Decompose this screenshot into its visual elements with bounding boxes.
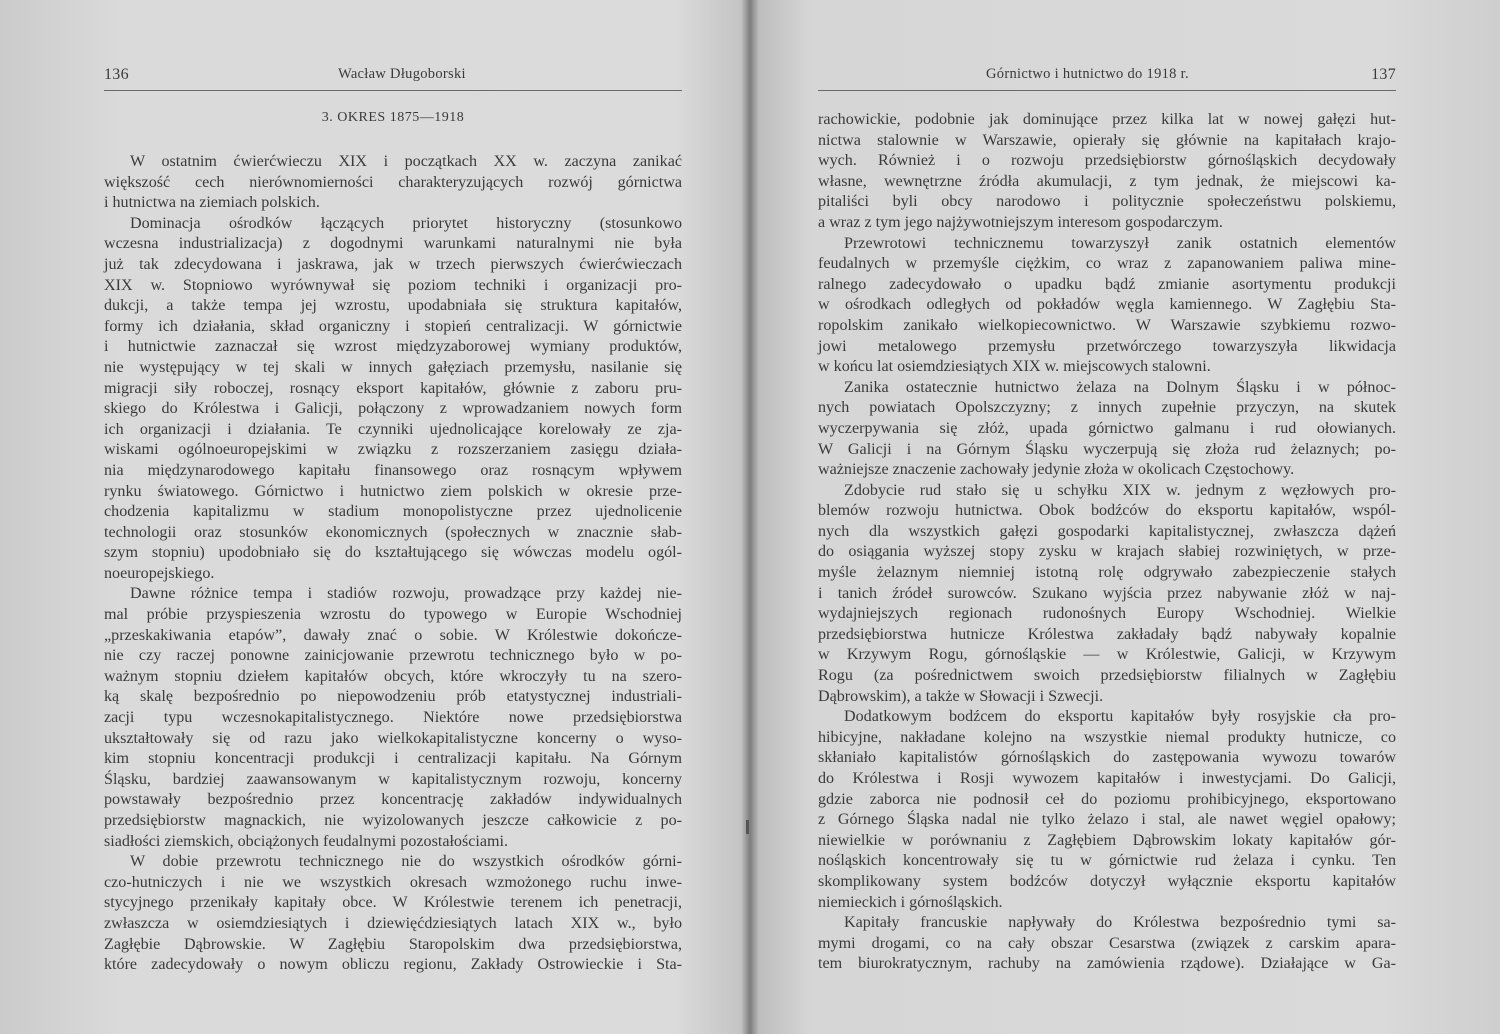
left-page bbox=[104, 0, 682, 1034]
text-line: jowi metalowego przemysłu przetwórczego towarzyszyła likwidacja bbox=[818, 337, 1396, 355]
text-line: zwłaszcza w osiemdziesiątych i dziewięćdziesiątych latach XIX w., było bbox=[104, 914, 682, 932]
text-line: siadłości ziemskich, obciążonych feudalnymi pozostałościami. bbox=[104, 832, 509, 850]
text-line: nictwa stalownie w Warszawie, opierały się głównie na kapitałach krajo- bbox=[818, 131, 1396, 149]
text-line: skomplikowany system bodźców dotyczył wyłącznie eksportu kapitałów bbox=[818, 872, 1396, 890]
text-line: blemów rozwoju hutnictwa. Obok bodźców do eksportu kapitałów, wspól- bbox=[818, 502, 1396, 520]
header-rule bbox=[104, 90, 682, 91]
running-head: Wacław Długoborski bbox=[338, 66, 466, 82]
text-line: ką skalę bezpośrednio po niepowodzeniu prób etatystycznej industriali- bbox=[104, 688, 682, 706]
text-line: do osiągania wyższej stopy zysku w krajach słabiej rozwiniętych, w prze- bbox=[818, 543, 1396, 561]
text-line: noeuropejskiego. bbox=[104, 564, 215, 582]
text-line: nie występujący w tej skali w innych gałęziach przemysłu, nasilanie się bbox=[104, 358, 682, 376]
text-line: nych powiatach Opolszczyzny; z innych zupełnie przyczyn, na skutek bbox=[818, 399, 1396, 417]
text-line: i tanich źródeł surowców. Szukano wyjścia przez nabywanie złóż w naj- bbox=[818, 584, 1396, 602]
body-text bbox=[104, 152, 682, 976]
text-line: dukcji, a także tempa jej wzrostu, upodabniała się struktura kapitałów, bbox=[104, 297, 682, 315]
text-line: tem biurokratycznym, rachuby na zamówienia rządowe). Działające w Ga- bbox=[818, 955, 1396, 973]
page-number: 136 bbox=[104, 66, 129, 83]
text-line: przedsiębiorstw magnackich, nie wyizolowanych jeszcze całkowicie z po- bbox=[104, 812, 682, 829]
text-line: i hutnictwie zaznaczał się wzrost międzyzaborowej wymiany produktów, bbox=[104, 338, 682, 356]
text-line: i hutnictwa na ziemiach polskich. bbox=[104, 194, 320, 212]
running-head: Górnictwo i hutnictwo do 1918 r. bbox=[986, 66, 1189, 82]
text-line: skłaniało kapitalistów górnośląskich do zastępowania wywozu towarów bbox=[818, 749, 1396, 767]
text-line: w Krzywym Rogu, górnośląskie — w Królestwie, Galicji, w Krzywym bbox=[818, 646, 1396, 664]
text-line: Zdobycie rud stało się u schyłku XIX w. jednym z węzłowych pro- bbox=[844, 481, 1396, 499]
header-rule bbox=[818, 90, 1396, 91]
text-line: szym stopniu) upodobniało się do kształtującego się wówczas modelu ogól- bbox=[104, 544, 682, 562]
text-line: nośląskich koncentrowały się tu w górnictwie rud żelaza i cynku. Ten bbox=[818, 852, 1396, 870]
text-line: wyczerpywania się złóż, upada górnictwo galmanu i rud ołowianych. bbox=[818, 419, 1396, 437]
text-line: chodzenia kapitalizmu w stadium monopolistyczne przez ujednolicenie bbox=[104, 503, 682, 521]
text-line: mymi drogami, co na cały obszar Cesarstwa (związek z carskim apara- bbox=[818, 934, 1396, 952]
text-line: formy ich działania, skład organiczny i stopień centralizacji. W górnictwie bbox=[104, 317, 682, 335]
text-line: a wraz z tym jego najżywotniejszym interesom gospodarczym. bbox=[818, 213, 1223, 231]
text-line: Zagłębie Dąbrowskie. W Zagłębiu Staropolskim dwa przedsiębiorstwa, bbox=[104, 935, 682, 953]
text-line: Zanika ostatecznie hutnictwo żelaza na Dolnym Śląsku i w północ- bbox=[844, 378, 1396, 396]
text-line: ropolskim zanikało wielkopiecownictwo. W Warszawie szybkiemu rozwo- bbox=[818, 316, 1396, 334]
text-line: Kapitały francuskie napływały do Królestwa bezpośrednio tymi sa- bbox=[844, 914, 1396, 932]
text-line: Dawne różnice tempa i stadiów rozwoju, prowadzące przy każdej nie- bbox=[130, 585, 682, 603]
text-line: pitaliści byli obcy narodowo i politycznie społeczeństwu polskiemu, bbox=[818, 193, 1396, 211]
text-line: feudalnych w przemyśle ciężkim, co wraz z zapanowaniem paliwa mine- bbox=[818, 255, 1396, 273]
text-line: powstawały bezpośrednio przez koncentrację zakładów indywidualnych bbox=[104, 791, 682, 809]
text-line: nie czy raczej ponowne zainicjowanie przewrotu technicznego było w po- bbox=[104, 647, 682, 665]
text-line: kim stopniu koncentracji produkcji i centralizacji kapitału. Na Górnym bbox=[104, 750, 682, 768]
text-line: przedsiębiorstwa hutnicze Królestwa zakładały bądź nabywały kopalnie bbox=[818, 625, 1396, 643]
text-line: mal próbie przyspieszenia wzrostu do typowego w Europie Wschodniej bbox=[104, 606, 682, 624]
text-line: skiego do Królestwa i Galicji, połączony z wprowadzaniem nowych form bbox=[104, 400, 682, 418]
text-line: Dominacja ośrodków łączących priorytet historyczny (stosunkowo bbox=[130, 214, 682, 232]
text-line: „przeskakiwania etapów”, dawały znać o sobie. W Królestwie dokończe- bbox=[104, 626, 682, 644]
text-line: migracji siły roboczej, rosnący eksport kapitałów, głównie z zaboru pru- bbox=[104, 379, 682, 397]
text-line: XIX w. Stopniowo wyrównywał się poziom techniki i organizacji pro- bbox=[104, 276, 682, 294]
text-line: do Królestwa i Rosji wywozem kapitałów i inwestycjami. Do Galicji, bbox=[818, 770, 1396, 787]
page-number: 137 bbox=[1371, 66, 1396, 83]
text-line: technologii oraz stosunków ekonomicznych (społecznych w znacznie słab- bbox=[104, 523, 682, 541]
text-line: Dąbrowskim), a także w Słowacji i Szwecji. bbox=[818, 687, 1104, 705]
right-page-header bbox=[818, 66, 1396, 86]
text-line: większość cech nierównomierności charakteryzujących rozwój górnictwa bbox=[104, 173, 682, 191]
text-line: nia międzynarodowego kapitału finansowego oraz rosnącym wpływem bbox=[104, 461, 682, 479]
text-line: ich organizacji i działania. Te czynniki ujednolicające korelowały ze zja- bbox=[104, 420, 682, 438]
text-line: myśle żelaznym niemniej istotną rolę odgrywało zabezpieczenie stałych bbox=[818, 564, 1396, 582]
text-line: hibicyjne, nakładane kolejno na wszystkie niemal produkty hutnicze, co bbox=[818, 728, 1396, 746]
text-line: ważniejsze znaczenie zachowały jedynie złoża w okolicach Częstochowy. bbox=[818, 461, 1295, 479]
right-page bbox=[818, 0, 1396, 1034]
text-line: W ostatnim ćwierćwieczu XIX i początkach XX w. zaczyna zanikać bbox=[130, 153, 682, 170]
left-page-header bbox=[104, 66, 682, 86]
text-line: stycyjnego przenikały kapitały obce. W Królestwie terenem ich penetracji, bbox=[104, 894, 682, 912]
text-line: Dodatkowym bodźcem do eksportu kapitałów były rosyjskie cła pro- bbox=[844, 708, 1396, 726]
text-line: W dobie przewrotu technicznego nie do wszystkich ośrodków górni- bbox=[130, 853, 682, 871]
gutter-mark bbox=[746, 820, 749, 834]
text-line: W Galicji i na Górnym Śląsku wyczerpują się złoża rud żelaznych; po- bbox=[818, 440, 1396, 458]
text-line: niemieckich i górnośląskich. bbox=[818, 893, 1003, 911]
text-line: niewielkie w porównaniu z Zagłębiem Dąbrowskim lokaty kapitałów gór- bbox=[818, 831, 1396, 849]
text-line: ważnym stopniu dziełem kapitałów obcych, które wkroczyły tu na szero- bbox=[104, 667, 682, 685]
text-line: Rogu (za pośrednictwem swoich przedsiębiorstw filialnych w Zagłębiu bbox=[818, 667, 1396, 685]
text-line: rynku światowego. Górnictwo i hutnictwo ziem polskich w okresie prze- bbox=[104, 482, 682, 500]
text-line: czo-hutniczych i nie we wszystkich okresach wzmożonego ruchu inwe- bbox=[104, 873, 682, 891]
text-line: gdzie zaborca nie podnosił ceł do poziomu prohibicyjnego, eksportowano bbox=[818, 790, 1396, 808]
text-line: nych dla wszystkich gałęzi gospodarki kapitalistycznej, zwłaszcza dążeń bbox=[818, 522, 1396, 540]
text-line: wczesna industrializacja) z dogodnymi warunkami naturalnymi nie była bbox=[104, 235, 682, 253]
text-line: wiskami ogólnoeuropejskimi w związku z rozszerzaniem zasięgu działa- bbox=[104, 441, 682, 459]
text-line: Śląsku, bardziej zaawansowanym w kapitalistycznym rozwoju, koncerny bbox=[104, 770, 682, 788]
text-line: zacji typu wczesnokapitalistycznego. Niektóre nowe przedsiębiorstwa bbox=[104, 709, 682, 727]
text-line: wydajniejszych regionach rudonośnych Europy Wschodniej. Wielkie bbox=[818, 605, 1396, 623]
text-line: wych. Również i o rozwoju przedsiębiorstw górnośląskich decydowały bbox=[818, 152, 1396, 170]
text-line: w ośrodkach odległych od pokładów węgla kamiennego. W Zagłębiu Sta- bbox=[818, 296, 1396, 314]
body-text bbox=[818, 110, 1396, 975]
text-line: już tak zdecydowana i jaskrawa, jak w trzech pierwszych ćwierćwieczach bbox=[104, 255, 682, 273]
text-line: w końcu lat osiemdziesiątych XIX w. miejscowych stalowni. bbox=[818, 358, 1211, 376]
text-line: z Górnego Śląska nadal nie tylko żelazo i stal, ale nawet węgiel opałowy; bbox=[818, 811, 1396, 829]
text-line: Przewrotowi technicznemu towarzyszył zanik ostatnich elementów bbox=[844, 234, 1396, 252]
text-line: które zadecydowały o nowym obliczu regionu, Zakłady Ostrowieckie i Sta- bbox=[104, 956, 682, 974]
text-line: rachowickie, podobnie jak dominujące przez kilka lat w nowej gałęzi hut- bbox=[818, 111, 1396, 128]
text-line: ukształtowały się od razu jako wielkokapitalistyczne koncerny o wyso- bbox=[104, 729, 682, 747]
text-line: ralnego zadecydowało o upadku bądź zmianie asortymentu produkcji bbox=[818, 275, 1396, 293]
section-title: 3. OKRES 1875—1918 bbox=[321, 110, 465, 125]
text-line: własne, wewnętrzne źródła akumulacji, z tym jednak, że miejscowi ka- bbox=[818, 172, 1396, 190]
